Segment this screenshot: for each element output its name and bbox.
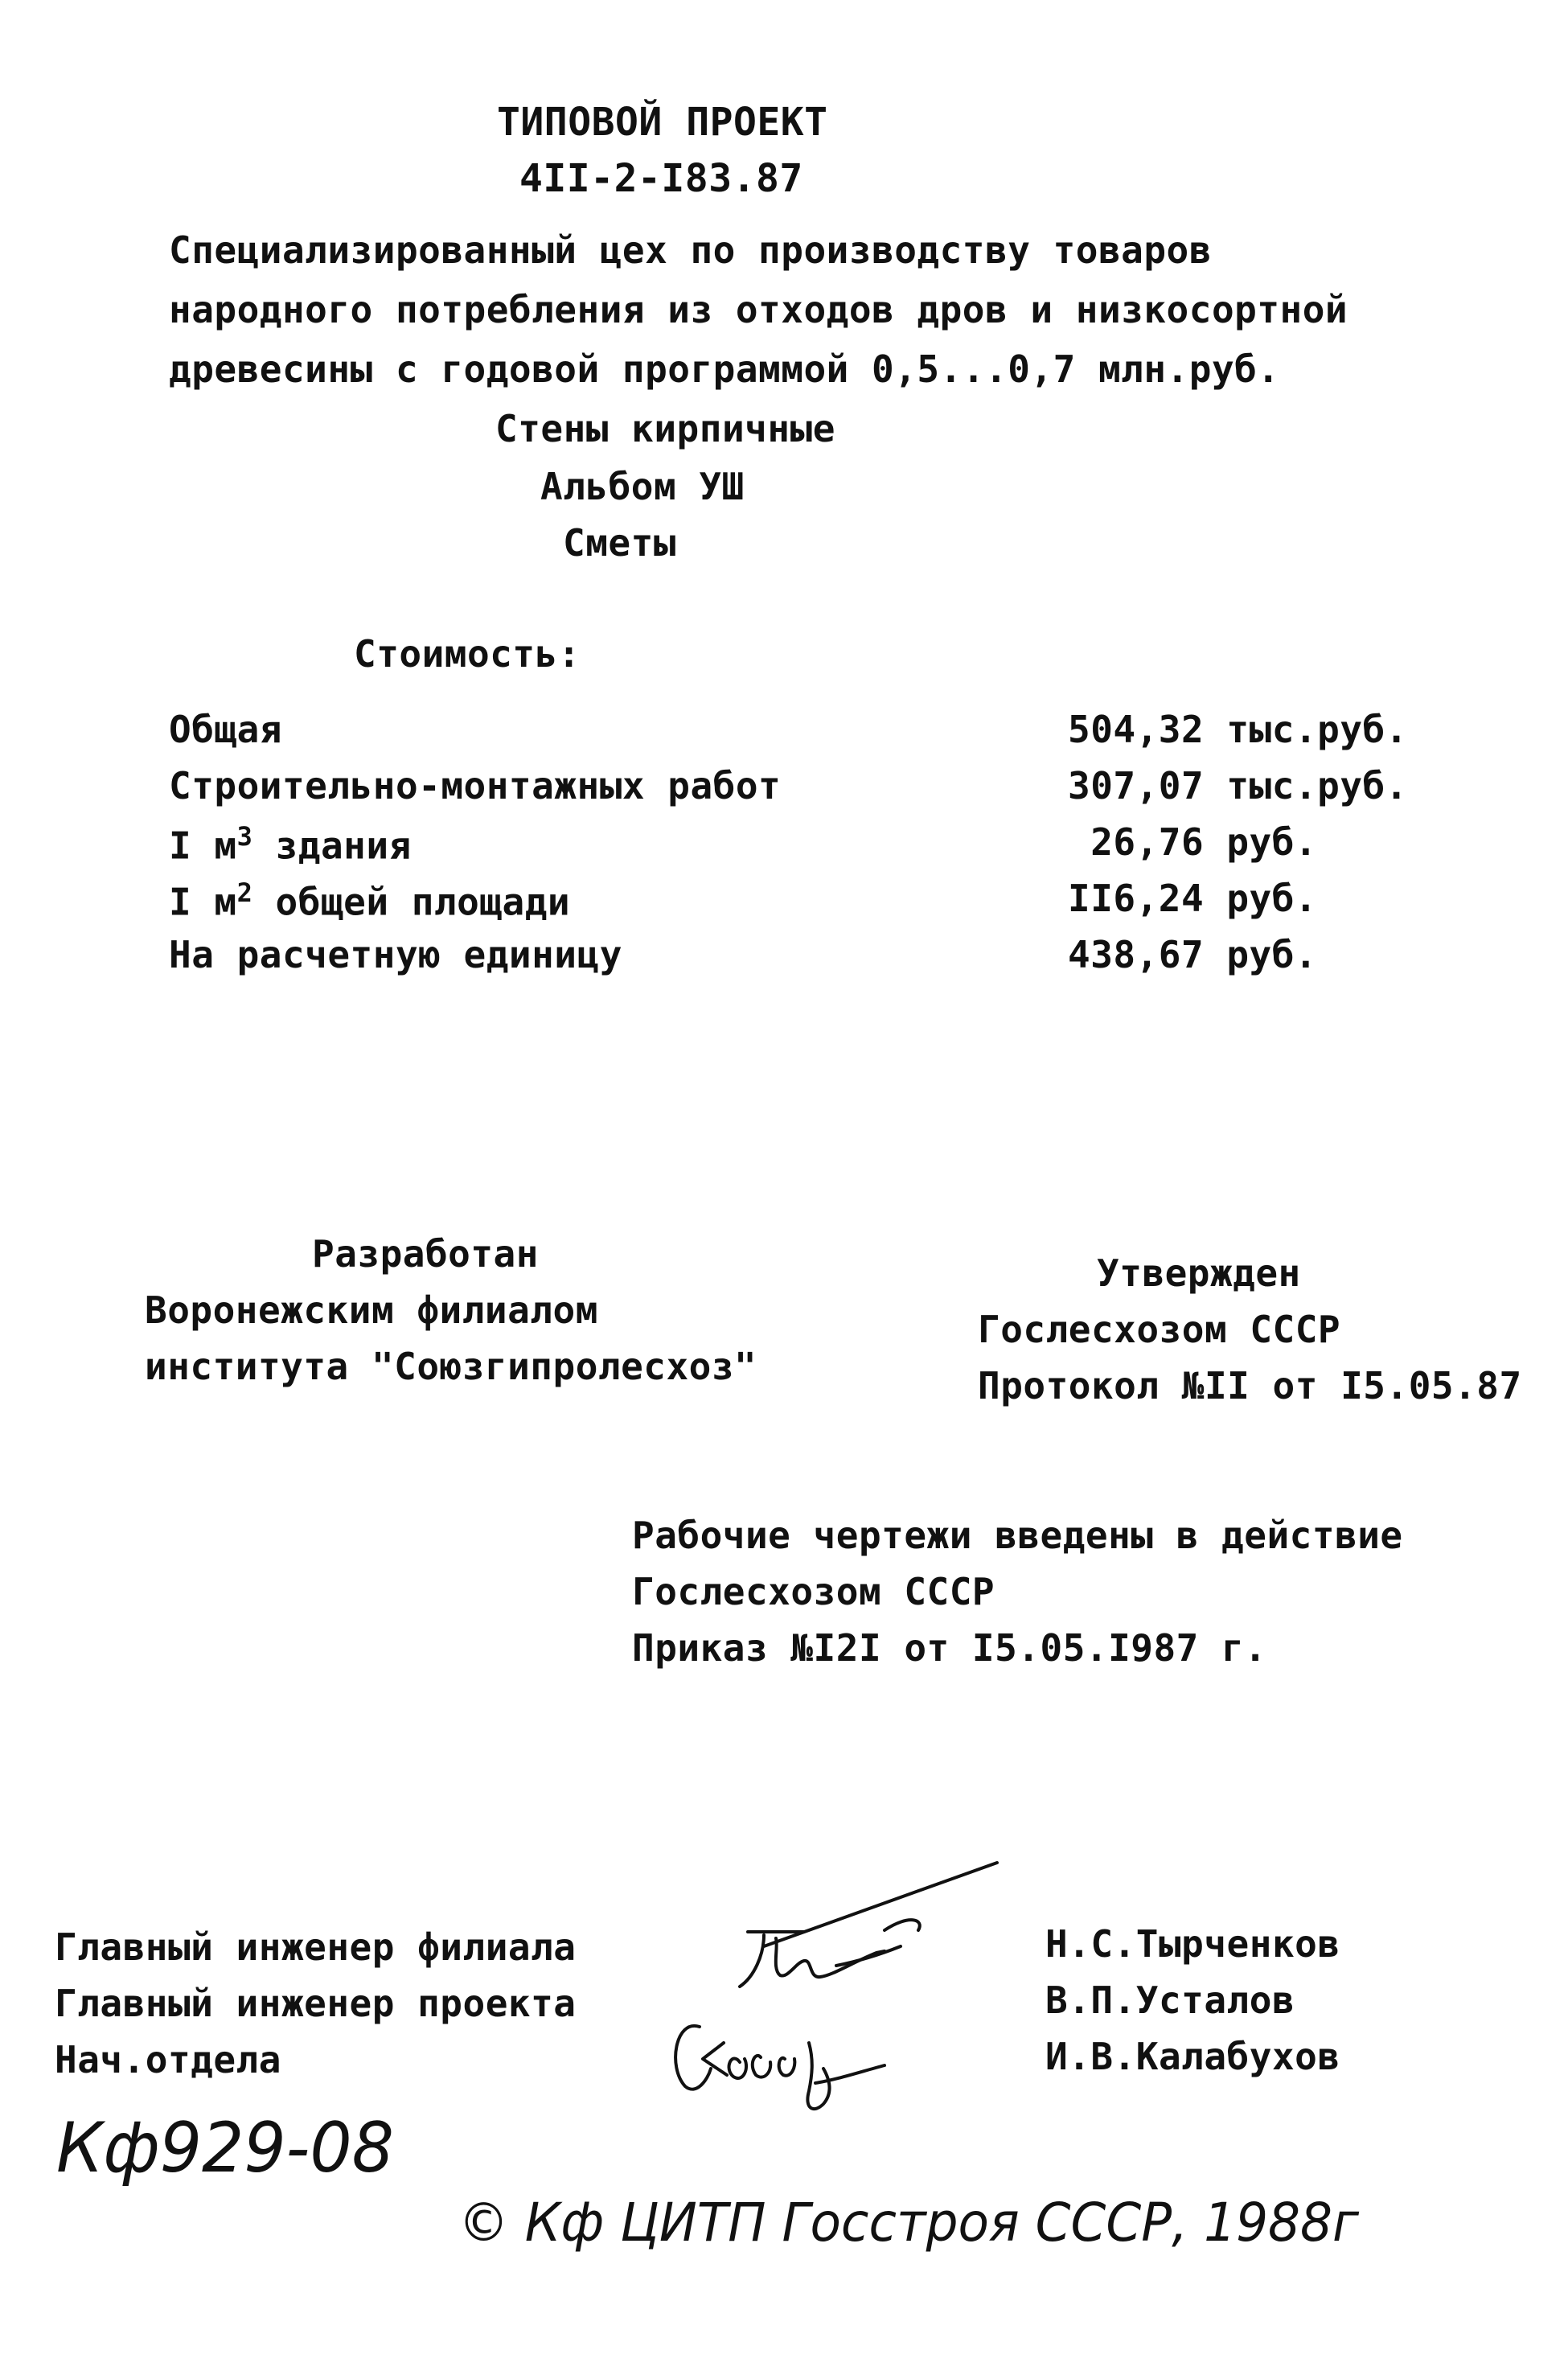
album-label: Альбом УШ	[540, 465, 745, 508]
signature-role: Главный инженер проекта	[55, 1982, 577, 2025]
cost-row-value: 307,07 тыс.руб.	[1068, 764, 1408, 807]
unit-exponent: 3	[236, 821, 253, 852]
cost-row-label: Общая	[169, 708, 282, 751]
unit-label: I м	[169, 824, 237, 868]
cost-row-value: 438,67 руб.	[1068, 933, 1318, 976]
signature-name: И.В.Калабухов	[1045, 2035, 1340, 2078]
signature-name: В.П.Усталов	[1045, 1978, 1295, 2022]
cost-heading: Стоимость:	[354, 632, 581, 676]
cost-row-value: II6,24 руб.	[1068, 877, 1318, 920]
signature-role: Главный инженер филиала	[55, 1925, 577, 1969]
copyright-stamp	[450, 2172, 1383, 2268]
signature-role: Нач.отдела	[55, 2038, 281, 2081]
unit-label-rest: общей площади	[252, 880, 571, 924]
enacted-order: Приказ №I2I от I5.05.I987 г.	[632, 1626, 1267, 1670]
cost-row-value: 26,76 руб.	[1068, 820, 1318, 864]
description-line-3: древесины с годовой программой 0,5...0,7 млн.руб.	[169, 347, 1280, 391]
walls-label: Стены кирпичные	[495, 407, 835, 450]
estimates-label: Сметы	[563, 521, 676, 565]
doc-title: ТИПОВОЙ ПРОЕКТ	[497, 100, 828, 145]
approved-org: Гослесхозом СССР	[978, 1308, 1341, 1351]
enacted-label: Рабочие чертежи введены в действие	[632, 1514, 1403, 1557]
developed-org: Воронежским филиалом	[145, 1288, 598, 1332]
cost-row-value: 504,32 тыс.руб.	[1068, 708, 1408, 751]
handwritten-signatures	[643, 1858, 1013, 2131]
unit-label: I м	[169, 880, 237, 924]
signature-name: Н.С.Тырченков	[1045, 1922, 1340, 1966]
developed-institute: института "Союзгипролесхоз"	[145, 1345, 757, 1388]
approved-label: Утвержден	[1097, 1251, 1301, 1295]
cost-row-label	[169, 821, 412, 868]
project-code: 4II-2-I83.87	[519, 156, 803, 201]
enacted-org: Гослесхозом СССР	[632, 1570, 995, 1613]
cost-row-label: На расчетную единицу	[169, 933, 622, 976]
unit-label-rest: здания	[252, 824, 412, 868]
unit-exponent: 2	[236, 877, 253, 908]
stamp-code-text: Кф929-08	[56, 2108, 394, 2188]
cost-row-label	[169, 877, 571, 924]
stamp-code	[48, 2099, 418, 2196]
description-line-1: Специализированный цех по производству товаров	[169, 228, 1212, 272]
copyright-text: © Кф ЦИТП Госстроя СССР, 1988г	[458, 2192, 1360, 2254]
approved-protocol: Протокол №II от I5.05.87	[978, 1364, 1522, 1407]
description-line-2: народного потребления из отходов дров и низкосортной	[169, 288, 1348, 331]
developed-label: Разработан	[312, 1232, 539, 1276]
cost-row-label: Строительно-монтажных работ	[169, 764, 782, 807]
